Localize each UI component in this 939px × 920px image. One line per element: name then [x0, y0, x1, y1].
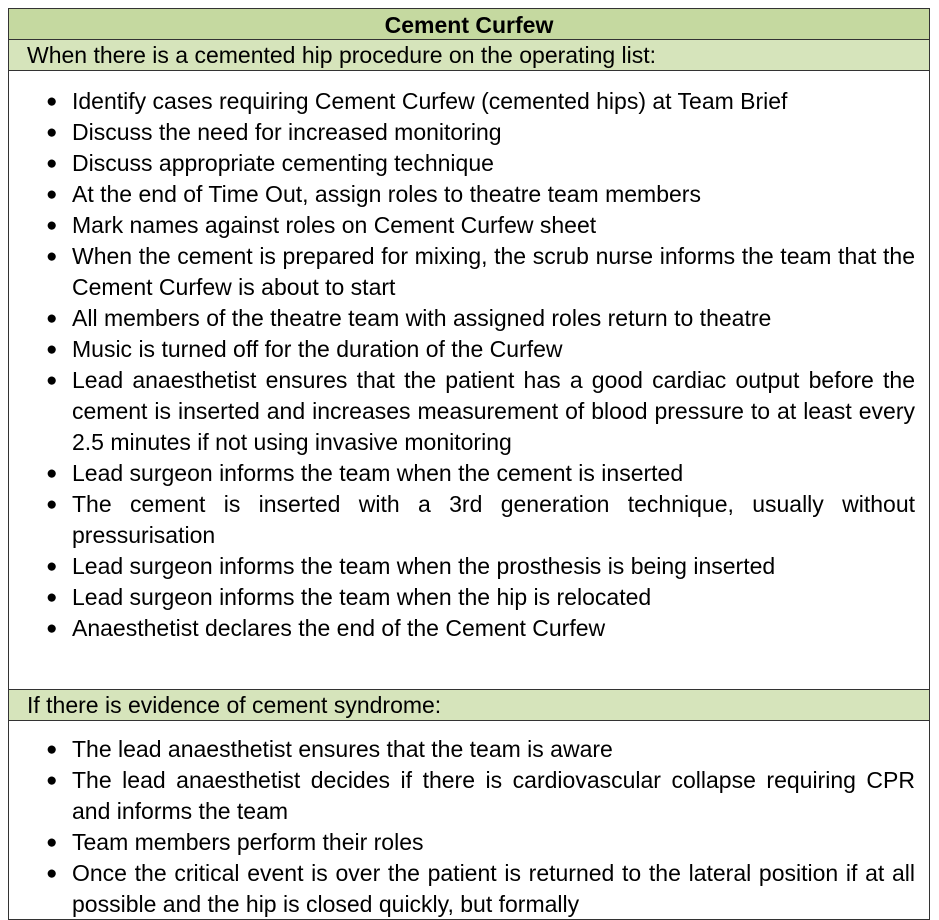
- list-item: ● Discuss appropriate cementing technique: [9, 148, 915, 179]
- bullet-icon: ●: [46, 184, 58, 205]
- list-item: ● When the cement is prepared for mixing, the scrub nurse informs the team that the Cement Curfew is about to start: [46, 243, 915, 300]
- section1-header: When there is a cemented hip procedure on the operating list:: [8, 40, 930, 71]
- list-item: ● Lead surgeon informs the team when the cement is inserted: [9, 458, 915, 489]
- bullet-icon: ●: [46, 618, 58, 639]
- list-item: ● Team members perform their roles: [9, 827, 915, 858]
- section2-list: [9, 734, 929, 920]
- bullet-icon: ●: [46, 339, 58, 360]
- bullet-icon: ●: [46, 739, 58, 760]
- bullet-icon: ●: [46, 832, 58, 853]
- bullet-icon: ●: [46, 246, 58, 267]
- bullet-icon: ●: [46, 153, 58, 174]
- list-item: ● Anaesthetist declares the end of the Cement Curfew: [9, 613, 915, 644]
- list-item: ● The lead anaesthetist ensures that the team is aware: [9, 734, 915, 765]
- list-item: ● Mark names against roles on Cement Curfew sheet: [9, 210, 915, 241]
- bullet-icon: ●: [46, 463, 58, 484]
- list-item: ● Music is turned off for the duration of the Curfew: [9, 334, 915, 365]
- bullet-icon: ●: [46, 308, 58, 329]
- bullet-icon: ●: [46, 215, 58, 236]
- bullet-icon: ●: [46, 494, 58, 515]
- bullet-icon: ●: [46, 863, 58, 884]
- section2-body: [8, 721, 930, 920]
- bullet-icon: ●: [46, 556, 58, 577]
- list-item: ● The cement is inserted with a 3rd generation technique, usually without pressurisation: [46, 491, 915, 548]
- bullet-icon: ●: [46, 770, 58, 791]
- list-item: ● Lead surgeon informs the team when the hip is relocated: [9, 582, 915, 613]
- section2-header: If there is evidence of cement syndrome:: [8, 690, 930, 721]
- list-item: ● At the end of Time Out, assign roles to theatre team members: [9, 179, 915, 210]
- table-title: Cement Curfew: [8, 8, 930, 40]
- list-item: ● Lead surgeon informs the team when the prosthesis is being inserted: [9, 551, 915, 582]
- section1-list: [9, 86, 929, 644]
- section1-body: [8, 71, 930, 690]
- list-item: ● The lead anaesthetist decides if there is cardiovascular collapse requiring CPR and informs the team: [46, 767, 915, 824]
- cement-curfew-table: [8, 8, 930, 920]
- list-item: ● All members of the theatre team with assigned roles return to theatre: [9, 303, 915, 334]
- bullet-icon: ●: [46, 91, 58, 112]
- list-item: ● Identify cases requiring Cement Curfew (cemented hips) at Team Brief: [9, 86, 915, 117]
- bullet-icon: ●: [46, 370, 58, 391]
- list-item: ● Discuss the need for increased monitoring: [9, 117, 915, 148]
- list-item: ● Once the critical event is over the patient is returned to the lateral position if at all possible and the hip is closed quickly, but formally: [46, 860, 915, 917]
- list-item: ● Lead anaesthetist ensures that the patient has a good cardiac output before the cement is inserted and increases measurement of blood pressure to at least every 2.5 minutes if not using invasive monitoring: [46, 367, 915, 455]
- bullet-icon: ●: [46, 587, 58, 608]
- bullet-icon: ●: [46, 122, 58, 143]
